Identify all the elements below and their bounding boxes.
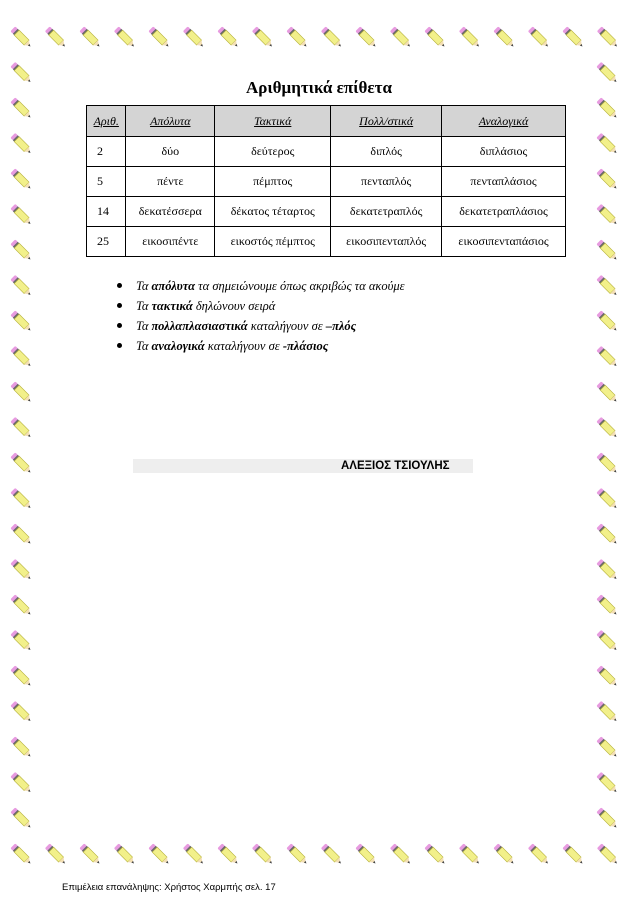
- pencil-icon: [10, 168, 33, 191]
- column-header: Αναλογικά: [442, 106, 566, 137]
- pencil-icon: [596, 275, 619, 298]
- table-cell: διπλός: [331, 137, 442, 167]
- pencil-icon: [321, 843, 344, 866]
- table-cell: δεκατετραπλός: [331, 197, 442, 227]
- pencil-icon: [45, 843, 68, 866]
- pencil-icon: [10, 843, 33, 866]
- bold-term: αναλογικά: [151, 339, 205, 353]
- pencil-icon: [286, 26, 309, 49]
- pencil-icon: [10, 807, 33, 830]
- numeral-adjectives-table: [86, 105, 566, 257]
- table-cell: διπλάσιος: [442, 137, 566, 167]
- table-cell: δέκατος τέταρτος: [215, 197, 331, 227]
- pencil-icon: [596, 239, 619, 262]
- pencil-icon: [10, 488, 33, 511]
- pencil-icon: [596, 346, 619, 369]
- pencil-icon: [459, 843, 482, 866]
- pencil-icon: [596, 594, 619, 617]
- pencil-icon: [252, 26, 275, 49]
- pencil-icon: [562, 26, 585, 49]
- pencil-icon: [10, 559, 33, 582]
- pencil-icon: [79, 26, 102, 49]
- table-cell: δύο: [126, 137, 215, 167]
- pencil-icon: [10, 133, 33, 156]
- list-item: Τα αναλογικά καταλήγουν σε -πλάσιος: [112, 336, 405, 356]
- bold-suffix: -πλάσιος: [282, 339, 329, 353]
- pencil-icon: [493, 26, 516, 49]
- table-cell: πενταπλάσιος: [442, 167, 566, 197]
- pencil-icon: [114, 843, 137, 866]
- pencil-icon: [79, 843, 102, 866]
- bold-term: πολλαπλασιαστικά: [151, 319, 248, 333]
- pencil-icon: [10, 310, 33, 333]
- bullet-icon: [117, 343, 122, 348]
- pencil-icon: [10, 630, 33, 653]
- pencil-icon: [10, 346, 33, 369]
- pencil-icon: [10, 736, 33, 759]
- pencil-icon: [148, 26, 171, 49]
- page-footer: Επιμέλεια επανάληψης: Χρήστος Χαρμπής σελ. 17: [62, 882, 276, 893]
- table-row: [87, 137, 566, 167]
- table-cell: πενταπλός: [331, 167, 442, 197]
- pencil-icon: [596, 310, 619, 333]
- pencil-icon: [528, 26, 551, 49]
- pencil-icon: [45, 26, 68, 49]
- pencil-icon: [10, 204, 33, 227]
- pencil-icon: [596, 523, 619, 546]
- list-item: Τα πολλαπλασιαστικά καταλήγουν σε –πλός: [112, 316, 405, 336]
- pencil-icon: [596, 736, 619, 759]
- bold-term: απόλυτα: [151, 279, 196, 293]
- pencil-icon: [217, 843, 240, 866]
- bullet-icon: [117, 323, 122, 328]
- pencil-icon: [10, 275, 33, 298]
- column-header: Τακτικά: [215, 106, 331, 137]
- bullet-icon: [117, 303, 122, 308]
- pencil-icon: [321, 26, 344, 49]
- table-cell: εικοσιπενταπλός: [331, 227, 442, 257]
- bold-suffix: –πλός: [325, 319, 357, 333]
- pencil-icon: [596, 417, 619, 440]
- pencil-icon: [596, 452, 619, 475]
- pencil-icon: [424, 843, 447, 866]
- pencil-icon: [459, 26, 482, 49]
- table-cell: εικοστός πέμπτος: [215, 227, 331, 257]
- pencil-icon: [252, 843, 275, 866]
- pencil-icon: [597, 843, 620, 866]
- table-cell: εικοσιπενταπάσιος: [442, 227, 566, 257]
- pencil-icon: [10, 417, 33, 440]
- author-signature: ΑΛΕΞΙΟΣ ΤΣΙΟΥΛΗΣ: [341, 460, 450, 472]
- pencil-icon: [10, 26, 33, 49]
- table-cell: εικοσιπέντε: [126, 227, 215, 257]
- pencil-icon: [390, 26, 413, 49]
- pencil-icon: [148, 843, 171, 866]
- pencil-icon: [10, 239, 33, 262]
- pencil-icon: [114, 26, 137, 49]
- pencil-icon: [286, 843, 309, 866]
- pencil-icon: [562, 843, 585, 866]
- table-cell: 5: [87, 167, 126, 197]
- bold-term: τακτικά: [151, 299, 193, 313]
- table-header-row: [87, 106, 566, 137]
- pencil-icon: [217, 26, 240, 49]
- pencil-icon: [596, 807, 619, 830]
- pencil-icon: [10, 381, 33, 404]
- pencil-icon: [528, 843, 551, 866]
- table-cell: 2: [87, 137, 126, 167]
- pencil-icon: [10, 97, 33, 120]
- table-cell: δεκατετραπλάσιος: [442, 197, 566, 227]
- column-header: Πολλ/στικά: [331, 106, 442, 137]
- table-cell: 25: [87, 227, 126, 257]
- pencil-icon: [355, 26, 378, 49]
- bullet-icon: [117, 283, 122, 288]
- pencil-icon: [596, 665, 619, 688]
- pencil-icon: [597, 26, 620, 49]
- pencil-icon: [596, 630, 619, 653]
- pencil-icon: [596, 559, 619, 582]
- page-title: Αριθμητικά επίθετα: [246, 78, 392, 97]
- pencil-icon: [596, 381, 619, 404]
- table-row: [87, 197, 566, 227]
- table-cell: πέμπτος: [215, 167, 331, 197]
- pencil-icon: [10, 665, 33, 688]
- pencil-icon: [10, 594, 33, 617]
- table-cell: 14: [87, 197, 126, 227]
- pencil-icon: [183, 26, 206, 49]
- pencil-icon: [596, 168, 619, 191]
- pencil-icon: [390, 843, 413, 866]
- list-item: Τα τακτικά δηλώνουν σειρά: [112, 296, 405, 316]
- pencil-icon: [10, 772, 33, 795]
- pencil-icon: [424, 26, 447, 49]
- pencil-icon: [10, 701, 33, 724]
- column-header: Απόλυτα: [126, 106, 215, 137]
- list-item: Τα απόλυτα τα σημειώνουμε όπως ακριβώς τα ακούμε: [112, 276, 405, 296]
- pencil-icon: [596, 97, 619, 120]
- pencil-icon: [183, 843, 206, 866]
- pencil-icon: [596, 488, 619, 511]
- pencil-icon: [596, 204, 619, 227]
- pencil-icon: [10, 452, 33, 475]
- table-cell: δεύτερος: [215, 137, 331, 167]
- pencil-icon: [596, 133, 619, 156]
- table-cell: πέντε: [126, 167, 215, 197]
- column-header: Αριθ.: [87, 106, 126, 137]
- table-row: [87, 227, 566, 257]
- pencil-icon: [10, 523, 33, 546]
- pencil-icon: [355, 843, 378, 866]
- pencil-icon: [596, 772, 619, 795]
- table-row: [87, 167, 566, 197]
- rules-list: [112, 276, 405, 356]
- pencil-icon: [596, 701, 619, 724]
- table-cell: δεκατέσσερα: [126, 197, 215, 227]
- pencil-icon: [493, 843, 516, 866]
